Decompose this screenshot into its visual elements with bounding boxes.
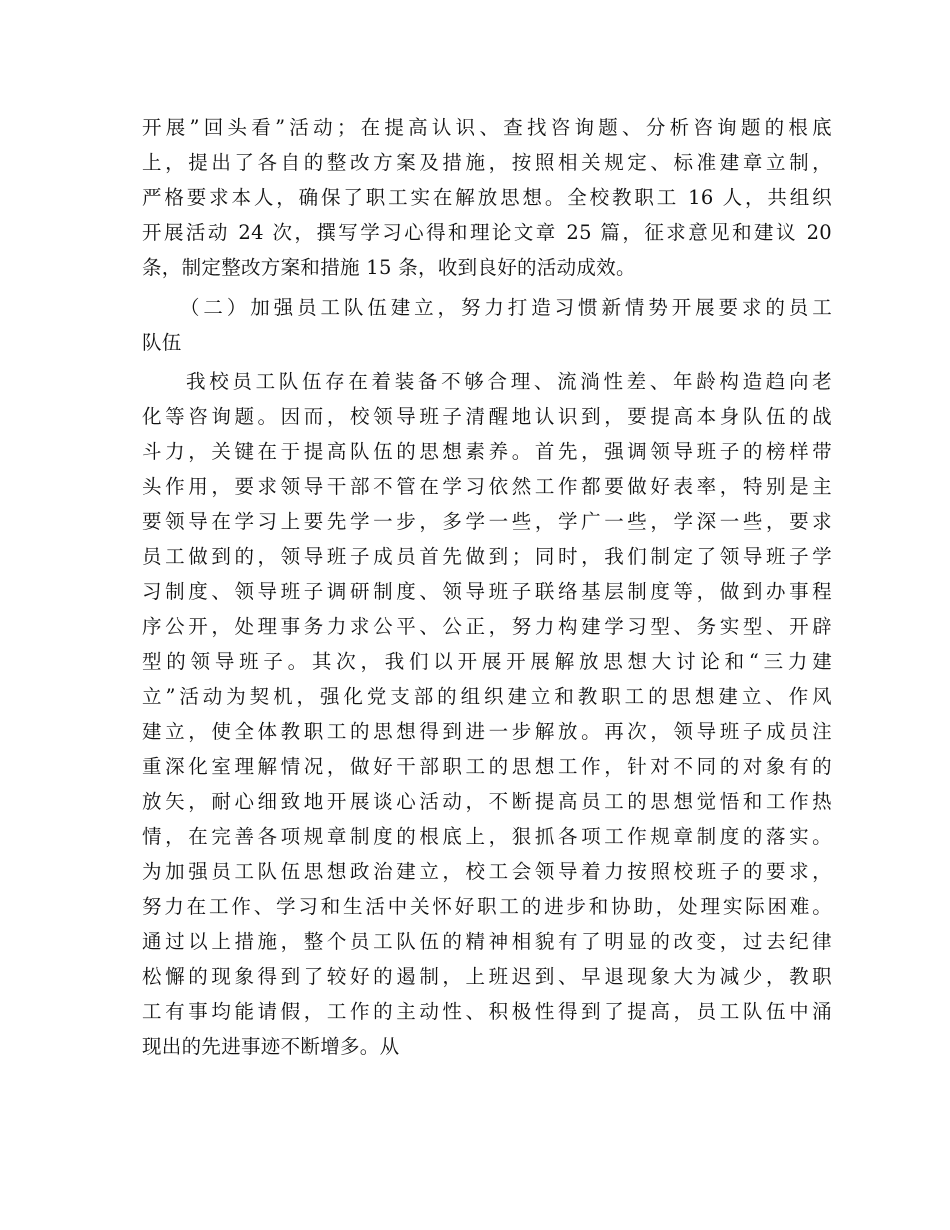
paragraph-line: 建立，使全体教职工的思想得到进一步解放。再次，领导班子成员注 <box>142 720 832 743</box>
paragraph-line: 通过以上措施，整个员工队伍的精神相貌有了明显的改变，过去纪律 <box>142 930 832 953</box>
paragraph-line: 立”活动为契机，强化党支部的组织建立和教职工的思想建立、作风 <box>142 685 832 708</box>
paragraph-line: 员工做到的，领导班子成员首先做到；同时，我们制定了领导班子学 <box>142 545 832 568</box>
paragraph-line: 现出的先进事迹不断增多。从 <box>142 1035 400 1058</box>
paragraph-line: 我校员工队伍存在着装备不够合理、流淌性差、年龄构造趋向老 <box>186 370 832 393</box>
paragraph-line: 型的领导班子。其次，我们以开展开展解放思想大讨论和“三力建 <box>142 650 832 673</box>
paragraph-line: 开展”回头看”活动；在提高认识、查找咨询题、分析咨询题的根底 <box>142 116 832 139</box>
paragraph-line: 努力在工作、学习和生活中关怀好职工的进步和协助，处理实际困难。 <box>142 895 832 918</box>
paragraph-line: 习制度、领导班子调研制度、领导班子联络基层制度等，做到办事程 <box>142 580 832 603</box>
paragraph-line: 条，制定整改方案和措施 15 条，收到良好的活动成效。 <box>142 256 636 279</box>
paragraph-line: 放矢，耐心细致地开展谈心活动，不断提高员工的思想觉悟和工作热 <box>142 790 832 813</box>
section-heading-line: 队伍 <box>142 331 182 354</box>
section-heading-line: （二）加强员工队伍建立，努力打造习惯新情势开展要求的员工 <box>180 296 832 319</box>
paragraph-line: 松懈的现象得到了较好的遏制，上班迟到、早退现象大为减少，教职 <box>142 965 832 988</box>
paragraph-line: 要领导在学习上要先学一步，多学一些，学广一些，学深一些，要求 <box>142 510 832 533</box>
paragraph-line: 序公开，处理事务力求公平、公正，努力构建学习型、务实型、开辟 <box>142 615 832 638</box>
paragraph-line: 严格要求本人，确保了职工实在解放思想。全校教职工 16 人，共组织 <box>142 186 832 209</box>
paragraph-line: 重深化室理解情况，做好干部职工的思想工作，针对不同的对象有的 <box>142 755 832 778</box>
paragraph-line: 上，提出了各自的整改方案及措施，按照相关规定、标准建章立制， <box>142 151 832 174</box>
paragraph-line: 工有事均能请假，工作的主动性、积极性得到了提高，员工队伍中涌 <box>142 1000 832 1023</box>
paragraph-line: 为加强员工队伍思想政治建立，校工会领导着力按照校班子的要求， <box>142 860 832 883</box>
paragraph-line: 情，在完善各项规章制度的根底上，狠抓各项工作规章制度的落实。 <box>142 825 832 848</box>
paragraph-line: 开展活动 24 次，撰写学习心得和理论文章 25 篇，征求意见和建议 20 <box>142 221 832 244</box>
paragraph-line: 头作用，要求领导干部不管在学习依然工作都要做好表率，特别是主 <box>142 475 832 498</box>
paragraph-line: 斗力，关键在于提高队伍的思想素养。首先，强调领导班子的榜样带 <box>142 440 832 463</box>
paragraph-line: 化等咨询题。因而，校领导班子清醒地认识到，要提高本身队伍的战 <box>142 405 832 428</box>
